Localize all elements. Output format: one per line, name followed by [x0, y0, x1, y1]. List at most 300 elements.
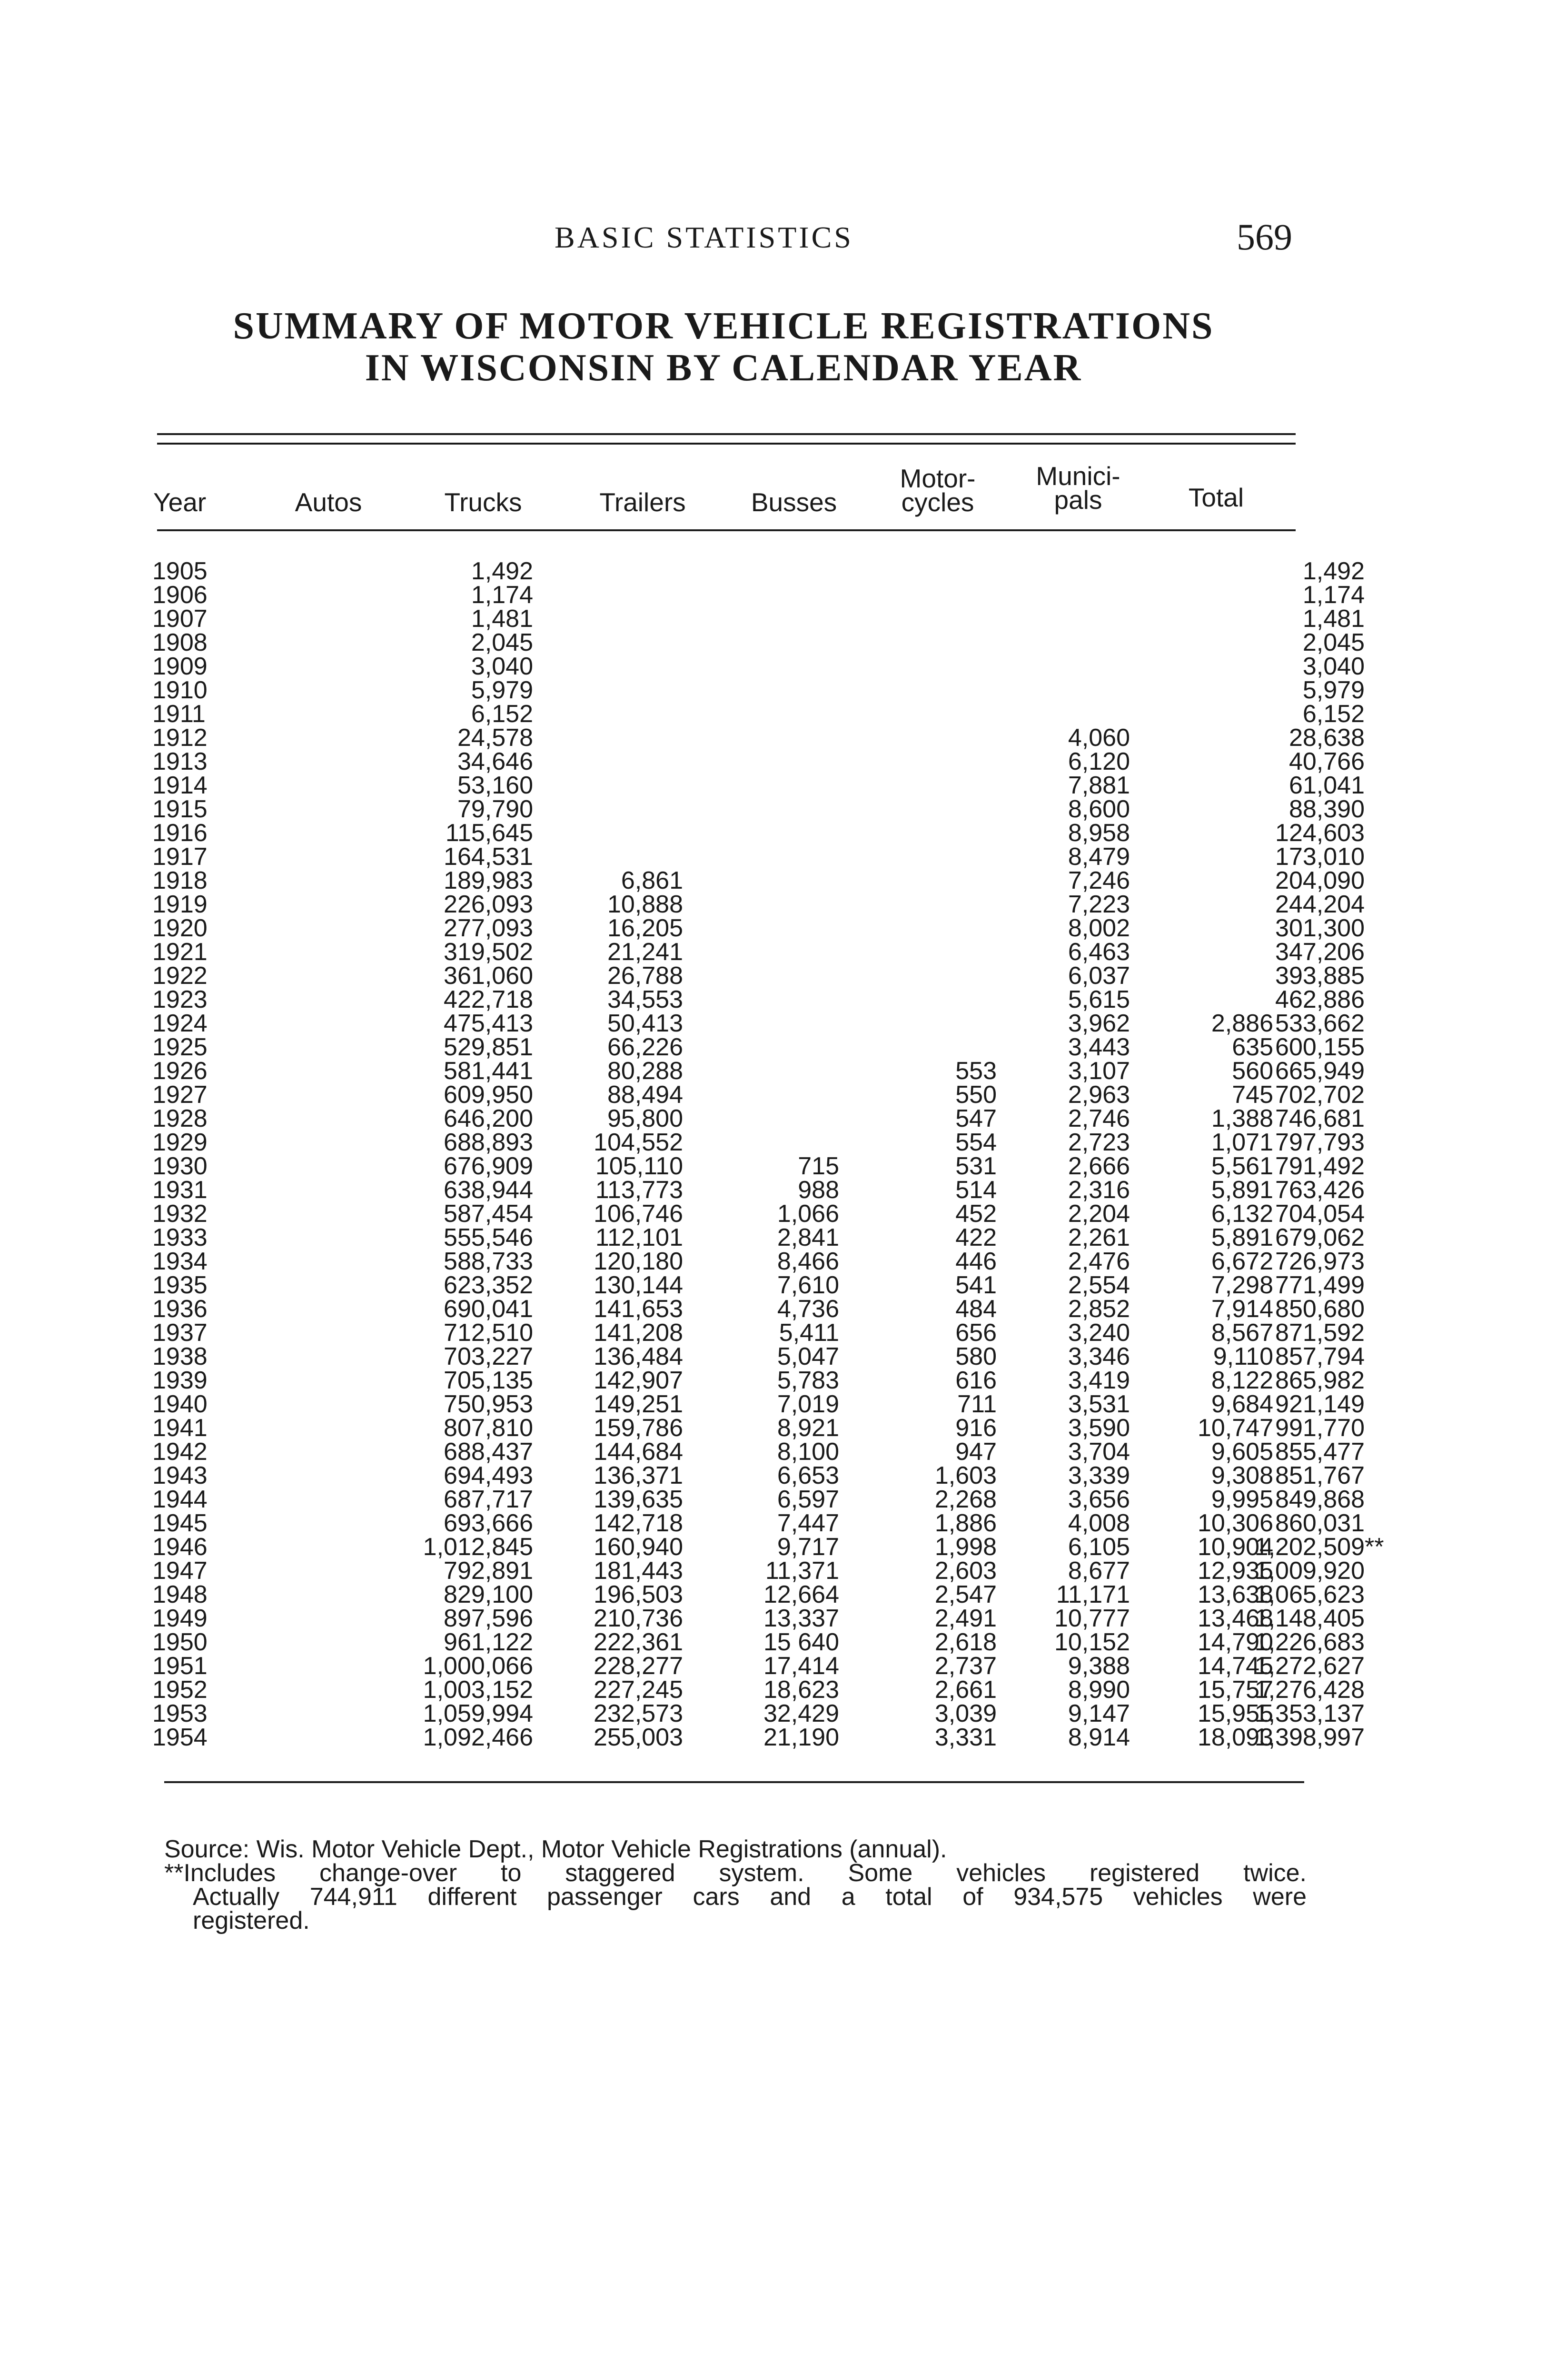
motorcycles-cell: 10,152: [1054, 1628, 1130, 1656]
municipals-cell: 5,561: [1211, 1152, 1273, 1180]
table-row: [152, 1343, 1365, 1370]
busses-cell: 2,491: [934, 1605, 997, 1632]
table-row: [152, 724, 1365, 752]
autos-cell: 555,546: [444, 1224, 533, 1251]
municipals-cell: 1,388: [1211, 1105, 1273, 1132]
total-cell: 746,681: [1275, 1105, 1365, 1132]
busses-cell: 2,737: [934, 1652, 997, 1680]
autos-cell: 2,045: [471, 629, 533, 656]
trucks-cell: 160,940: [594, 1533, 683, 1561]
trucks-cell: 222,361: [594, 1628, 683, 1656]
municipals-cell: 13,468: [1197, 1605, 1273, 1632]
motorcycles-cell: 3,240: [1068, 1319, 1130, 1347]
year-cell: 1949: [152, 1605, 208, 1632]
running-head: BASIC STATISTICS: [555, 220, 853, 254]
motorcycles-cell: 6,037: [1068, 962, 1130, 990]
autos-cell: 703,227: [444, 1343, 533, 1370]
trailers-cell: 4,736: [777, 1295, 839, 1323]
trucks-cell: 142,718: [594, 1509, 683, 1537]
trailers-cell: 7,019: [777, 1390, 839, 1418]
total-cell: 702,702: [1275, 1081, 1365, 1109]
autos-cell: 690,041: [444, 1295, 533, 1323]
autos-cell: 1,481: [471, 605, 533, 633]
busses-cell: 531: [955, 1152, 997, 1180]
autos-cell: 961,122: [444, 1628, 533, 1656]
municipals-cell: 10,747: [1197, 1414, 1273, 1442]
trucks-cell: 120,180: [594, 1248, 683, 1275]
busses-cell: 484: [955, 1295, 997, 1323]
busses-cell: 452: [955, 1200, 997, 1228]
year-cell: 1927: [152, 1081, 208, 1109]
motorcycles-cell: 5,615: [1068, 986, 1130, 1013]
municipals-cell: 9,995: [1211, 1486, 1273, 1513]
motorcycles-cell: 3,962: [1068, 1010, 1130, 1037]
total-cell: 1,492: [1302, 557, 1365, 585]
year-cell: 1919: [152, 891, 208, 918]
trucks-cell: 149,251: [594, 1390, 683, 1418]
trucks-cell: 228,277: [594, 1652, 683, 1680]
trailers-cell: 7,447: [777, 1509, 839, 1537]
total-cell: 301,300: [1275, 914, 1365, 942]
footnote-line-2: Actually 744,911 different passenger cars and a total of 934,575 vehicles were: [193, 1883, 1307, 1911]
municipals-cell: 7,298: [1211, 1271, 1273, 1299]
motorcycles-cell: 2,554: [1068, 1271, 1130, 1299]
trucks-cell: 21,241: [607, 938, 683, 966]
motorcycles-cell: 2,723: [1068, 1129, 1130, 1156]
total-cell: 5,979: [1302, 676, 1365, 704]
municipals-cell: 5,891: [1211, 1224, 1273, 1251]
year-cell: 1935: [152, 1271, 208, 1299]
total-cell: 28,638: [1288, 724, 1365, 752]
table-row: [152, 1152, 1365, 1180]
total-cell: 851,767: [1275, 1462, 1365, 1489]
table-row: [152, 581, 1365, 609]
total-cell: 1,353,137: [1254, 1700, 1365, 1727]
autos-cell: 694,493: [444, 1462, 533, 1489]
table-row: [152, 1033, 1365, 1061]
municipals-cell: 745: [1232, 1081, 1273, 1109]
trucks-cell: 113,773: [595, 1176, 683, 1204]
table-row: [152, 1010, 1365, 1037]
trailers-cell: 8,100: [777, 1438, 839, 1466]
busses-cell: 3,039: [934, 1700, 997, 1727]
table-row: [152, 1200, 1365, 1228]
busses-cell: 656: [955, 1319, 997, 1347]
busses-cell: 1,886: [934, 1509, 997, 1537]
year-cell: 1938: [152, 1343, 208, 1370]
total-cell: 1,174: [1302, 581, 1365, 609]
autos-cell: 5,979: [471, 676, 533, 704]
year-cell: 1906: [152, 581, 208, 609]
trailers-cell: 2,841: [777, 1224, 839, 1251]
municipals-cell: 2,886: [1211, 1010, 1273, 1037]
municipals-cell: 12,935: [1197, 1557, 1273, 1585]
municipals-cell: 560: [1232, 1057, 1273, 1085]
trucks-cell: 50,413: [607, 1010, 683, 1037]
autos-cell: 529,851: [444, 1033, 533, 1061]
total-cell: 244,204: [1275, 891, 1365, 918]
trucks-cell: 26,788: [607, 962, 683, 990]
motorcycles-cell: 8,914: [1068, 1724, 1130, 1751]
table-row: [152, 1486, 1365, 1513]
municipals-cell: 9,308: [1211, 1462, 1273, 1489]
autos-cell: 693,666: [444, 1509, 533, 1537]
municipals-cell: 9,605: [1211, 1438, 1273, 1466]
autos-cell: 581,441: [444, 1057, 533, 1085]
source-note: Source: Wis. Motor Vehicle Dept., Motor Vehicle Registrations (annual).: [164, 1835, 947, 1863]
busses-cell: 2,268: [934, 1486, 997, 1513]
header-rule: [157, 529, 1296, 531]
total-cell: 1,481: [1302, 605, 1365, 633]
year-cell: 1937: [152, 1319, 208, 1347]
autos-cell: 638,944: [444, 1176, 533, 1204]
year-cell: 1944: [152, 1486, 208, 1513]
autos-cell: 6,152: [471, 700, 533, 728]
year-cell: 1918: [152, 867, 208, 894]
autos-cell: 1,092,466: [423, 1724, 533, 1751]
municipals-cell: 8,567: [1211, 1319, 1273, 1347]
autos-cell: 1,174: [471, 581, 533, 609]
year-cell: 1946: [152, 1533, 208, 1561]
trailers-cell: 7,610: [777, 1271, 839, 1299]
total-cell: 204,090: [1275, 867, 1365, 894]
table-title-line-2: IN WISCONSIN BY CALENDAR YEAR: [365, 347, 1082, 389]
footnote-marker: **: [1365, 1533, 1384, 1561]
year-cell: 1921: [152, 938, 208, 966]
header-trailers: Trailers: [599, 487, 686, 517]
busses-cell: 422: [955, 1224, 997, 1251]
header-busses: Busses: [751, 487, 837, 517]
trailers-cell: 17,414: [763, 1652, 839, 1680]
year-cell: 1909: [152, 653, 208, 680]
table-row: [152, 1295, 1365, 1323]
motorcycles-cell: 8,990: [1068, 1676, 1130, 1704]
municipals-cell: 13,638: [1197, 1581, 1273, 1608]
autos-cell: 688,893: [444, 1129, 533, 1156]
busses-cell: 547: [955, 1105, 997, 1132]
table-row: [152, 629, 1365, 656]
table-row: [152, 1652, 1365, 1680]
autos-cell: 1,492: [471, 557, 533, 585]
autos-cell: 676,909: [444, 1152, 533, 1180]
table-row: [152, 748, 1365, 775]
trucks-cell: 144,684: [594, 1438, 683, 1466]
trailers-cell: 8,466: [777, 1248, 839, 1275]
top-rule-2: [157, 443, 1296, 445]
total-cell: 704,054: [1275, 1200, 1365, 1228]
table-row: [152, 1557, 1365, 1585]
motorcycles-cell: 7,881: [1068, 772, 1130, 799]
table-row: [152, 1676, 1365, 1704]
motorcycles-cell: 2,666: [1068, 1152, 1130, 1180]
header-autos: Autos: [295, 487, 362, 517]
total-cell: 849,868: [1275, 1486, 1365, 1513]
year-cell: 1917: [152, 843, 208, 871]
municipals-cell: 10,904: [1197, 1533, 1273, 1561]
trucks-cell: 106,746: [594, 1200, 683, 1228]
trailers-cell: 5,783: [777, 1367, 839, 1394]
total-cell: 6,152: [1302, 700, 1365, 728]
trailers-cell: 6,653: [777, 1462, 839, 1489]
table-title-line-1: SUMMARY OF MOTOR VEHICLE REGISTRATIONS: [233, 305, 1214, 347]
autos-cell: 588,733: [444, 1248, 533, 1275]
motorcycles-cell: 3,419: [1068, 1367, 1130, 1394]
year-cell: 1940: [152, 1390, 208, 1418]
total-cell: 1,276,428: [1254, 1676, 1365, 1704]
busses-cell: 1,603: [934, 1462, 997, 1489]
year-cell: 1945: [152, 1509, 208, 1537]
motorcycles-cell: 8,677: [1068, 1557, 1130, 1585]
motorcycles-cell: 3,339: [1068, 1462, 1130, 1489]
table-row: [152, 1129, 1365, 1156]
trailers-cell: 6,597: [777, 1486, 839, 1513]
table-row: [152, 1105, 1365, 1132]
year-cell: 1911: [152, 700, 206, 728]
total-cell: 2,045: [1302, 629, 1365, 656]
busses-cell: 711: [957, 1390, 997, 1418]
autos-cell: 829,100: [444, 1581, 533, 1608]
autos-cell: 24,578: [457, 724, 533, 752]
header-motorcycles: Motor- cycles: [900, 464, 976, 517]
motorcycles-cell: 3,443: [1068, 1033, 1130, 1061]
trailers-cell: 988: [798, 1176, 839, 1204]
year-cell: 1931: [152, 1176, 208, 1204]
autos-cell: 475,413: [444, 1010, 533, 1037]
total-cell: 797,793: [1275, 1129, 1365, 1156]
trailers-cell: 13,337: [763, 1605, 839, 1632]
busses-cell: 2,661: [934, 1676, 997, 1704]
autos-cell: 897,596: [444, 1605, 533, 1632]
autos-cell: 361,060: [444, 962, 533, 990]
table-row: [152, 772, 1365, 799]
total-cell: 771,499: [1275, 1271, 1365, 1299]
motorcycles-cell: 3,704: [1068, 1438, 1130, 1466]
table-row: [152, 1533, 1384, 1561]
autos-cell: 712,510: [444, 1319, 533, 1347]
year-cell: 1908: [152, 629, 208, 656]
autos-cell: 587,454: [444, 1200, 533, 1228]
autos-cell: 53,160: [457, 772, 533, 799]
total-cell: 865,982: [1275, 1367, 1365, 1394]
total-cell: 1,202,509 **: [1254, 1533, 1384, 1561]
trucks-cell: 136,371: [594, 1462, 683, 1489]
footnote-line-1: **Includes change-over to staggered system. Some vehicles registered twice.: [164, 1859, 1307, 1887]
trailers-cell: 21,190: [763, 1724, 839, 1751]
busses-cell: 553: [955, 1057, 997, 1085]
trailers-cell: 12,664: [763, 1581, 839, 1608]
year-cell: 1910: [152, 676, 208, 704]
busses-cell: 2,603: [934, 1557, 997, 1585]
header-municipals: Munici- pals: [1036, 461, 1120, 515]
total-cell: 665,949: [1275, 1057, 1365, 1085]
busses-cell: 514: [955, 1176, 997, 1204]
motorcycles-cell: 8,002: [1068, 914, 1130, 942]
trailers-cell: 11,371: [765, 1557, 839, 1585]
trucks-cell: 10,888: [607, 891, 683, 918]
motorcycles-cell: 2,746: [1068, 1105, 1130, 1132]
table-row: [152, 1724, 1365, 1751]
table-row: [152, 1628, 1365, 1656]
table-row: [152, 962, 1365, 990]
header-trucks: Trucks: [444, 487, 522, 517]
table-row: [152, 1414, 1365, 1442]
year-cell: 1914: [152, 772, 208, 799]
table-row: [152, 986, 1365, 1013]
table-row: [152, 1271, 1365, 1299]
year-cell: 1930: [152, 1152, 208, 1180]
autos-cell: 226,093: [444, 891, 533, 918]
trucks-cell: 141,208: [594, 1319, 683, 1347]
page-number: 569: [1237, 216, 1292, 258]
autos-cell: 422,718: [444, 986, 533, 1013]
header-total: Total: [1188, 483, 1244, 512]
autos-cell: 79,790: [457, 795, 533, 823]
total-cell: 871,592: [1275, 1319, 1365, 1347]
year-cell: 1932: [152, 1200, 208, 1228]
municipals-cell: 18,093: [1197, 1724, 1273, 1751]
autos-cell: 34,646: [457, 748, 533, 775]
table-row: [152, 1581, 1365, 1608]
trailers-cell: 32,429: [763, 1700, 839, 1727]
total-cell: 1,272,627: [1254, 1652, 1365, 1680]
autos-cell: 807,810: [444, 1414, 533, 1442]
busses-cell: 2,618: [934, 1628, 997, 1656]
year-cell: 1923: [152, 986, 208, 1013]
table-row: [152, 938, 1365, 966]
municipals-cell: 9,684: [1211, 1390, 1273, 1418]
total-cell: 726,973: [1275, 1248, 1365, 1275]
trucks-cell: 142,907: [594, 1367, 683, 1394]
year-cell: 1922: [152, 962, 208, 990]
municipals-cell: 10,306: [1197, 1509, 1273, 1537]
table-row: [152, 557, 1365, 585]
table-row: [152, 1057, 1365, 1085]
year-cell: 1905: [152, 557, 208, 585]
top-rule-1: [157, 433, 1296, 435]
trucks-cell: 210,736: [594, 1605, 683, 1632]
year-cell: 1948: [152, 1581, 208, 1608]
municipals-cell: 6,132: [1211, 1200, 1273, 1228]
year-cell: 1939: [152, 1367, 208, 1394]
trucks-cell: 34,553: [607, 986, 683, 1013]
total-cell: 1,065,623: [1254, 1581, 1365, 1608]
trucks-cell: 88,494: [607, 1081, 683, 1109]
year-cell: 1928: [152, 1105, 208, 1132]
total-cell: 860,031: [1275, 1509, 1365, 1537]
year-cell: 1942: [152, 1438, 208, 1466]
municipals-cell: 9,110: [1213, 1343, 1273, 1370]
motorcycles-cell: 2,963: [1068, 1081, 1130, 1109]
year-cell: 1952: [152, 1676, 208, 1704]
autos-cell: 609,950: [444, 1081, 533, 1109]
total-cell: 462,886: [1275, 986, 1365, 1013]
trucks-cell: 159,786: [594, 1414, 683, 1442]
table-row: [152, 1224, 1365, 1251]
municipals-cell: 6,672: [1211, 1248, 1273, 1275]
table-row: [152, 819, 1365, 847]
table-row: [152, 795, 1365, 823]
trucks-cell: 95,800: [607, 1105, 683, 1132]
motorcycles-cell: 10,777: [1054, 1605, 1130, 1632]
trucks-cell: 105,110: [595, 1152, 683, 1180]
busses-cell: 1,998: [934, 1533, 997, 1561]
motorcycles-cell: 4,008: [1068, 1509, 1130, 1537]
total-cell: 393,885: [1275, 962, 1365, 990]
year-cell: 1913: [152, 748, 208, 775]
total-cell: 347,206: [1275, 938, 1365, 966]
year-cell: 1933: [152, 1224, 208, 1251]
busses-cell: 580: [955, 1343, 997, 1370]
table-row: [152, 867, 1365, 894]
year-cell: 1915: [152, 795, 208, 823]
footnote-line-3: registered.: [193, 1907, 310, 1934]
autos-cell: 623,352: [444, 1271, 533, 1299]
year-cell: 1925: [152, 1033, 208, 1061]
busses-cell: 541: [955, 1271, 997, 1299]
table-row: [152, 1248, 1365, 1275]
trucks-cell: 139,635: [594, 1486, 683, 1513]
year-cell: 1936: [152, 1295, 208, 1323]
autos-cell: 688,437: [444, 1438, 533, 1466]
total-cell: 1,398,997: [1254, 1724, 1365, 1751]
year-cell: 1941: [152, 1414, 208, 1442]
motorcycles-cell: 3,346: [1068, 1343, 1130, 1370]
motorcycles-cell: 2,261: [1068, 1224, 1130, 1251]
motorcycles-cell: 6,120: [1068, 748, 1130, 775]
total-cell: 124,603: [1275, 819, 1365, 847]
year-cell: 1954: [152, 1724, 208, 1751]
table-row: [152, 1605, 1365, 1632]
trailers-cell: 15 640: [763, 1628, 839, 1656]
table-row: [152, 1509, 1365, 1537]
busses-cell: 2,547: [934, 1581, 997, 1608]
busses-cell: 616: [955, 1367, 997, 1394]
motorcycles-cell: 4,060: [1068, 724, 1130, 752]
busses-cell: 446: [955, 1248, 997, 1275]
table-row: [152, 1319, 1365, 1347]
table-row: [152, 1438, 1365, 1466]
year-cell: 1929: [152, 1129, 208, 1156]
motorcycles-cell: 8,479: [1068, 843, 1130, 871]
registration-table-body: [152, 557, 1384, 1751]
total-cell: 1,226,683: [1254, 1628, 1365, 1656]
autos-cell: 1,003,152: [423, 1676, 533, 1704]
motorcycles-cell: 3,531: [1068, 1390, 1130, 1418]
autos-cell: 189,983: [444, 867, 533, 894]
motorcycles-cell: 6,105: [1068, 1533, 1130, 1561]
autos-cell: 1,000,066: [423, 1652, 533, 1680]
year-cell: 1947: [152, 1557, 208, 1585]
bottom-rule: [164, 1781, 1304, 1783]
motorcycles-cell: 11,171: [1056, 1581, 1130, 1608]
table-row: [152, 1462, 1365, 1489]
year-cell: 1950: [152, 1628, 208, 1656]
trucks-cell: 181,443: [594, 1557, 683, 1585]
autos-cell: 705,135: [444, 1367, 533, 1394]
motorcycles-cell: 8,958: [1068, 819, 1130, 847]
autos-cell: 3,040: [471, 653, 533, 680]
autos-cell: 1,012,845: [423, 1533, 533, 1561]
motorcycles-cell: 7,223: [1068, 891, 1130, 918]
trucks-cell: 232,573: [594, 1700, 683, 1727]
year-cell: 1907: [152, 605, 208, 633]
table-row: [152, 653, 1365, 680]
trucks-cell: 227,245: [594, 1676, 683, 1704]
trailers-cell: 1,066: [777, 1200, 839, 1228]
total-cell: 991,770: [1275, 1414, 1365, 1442]
total-cell: 3,040: [1302, 653, 1365, 680]
total-cell: 679,062: [1275, 1224, 1365, 1251]
